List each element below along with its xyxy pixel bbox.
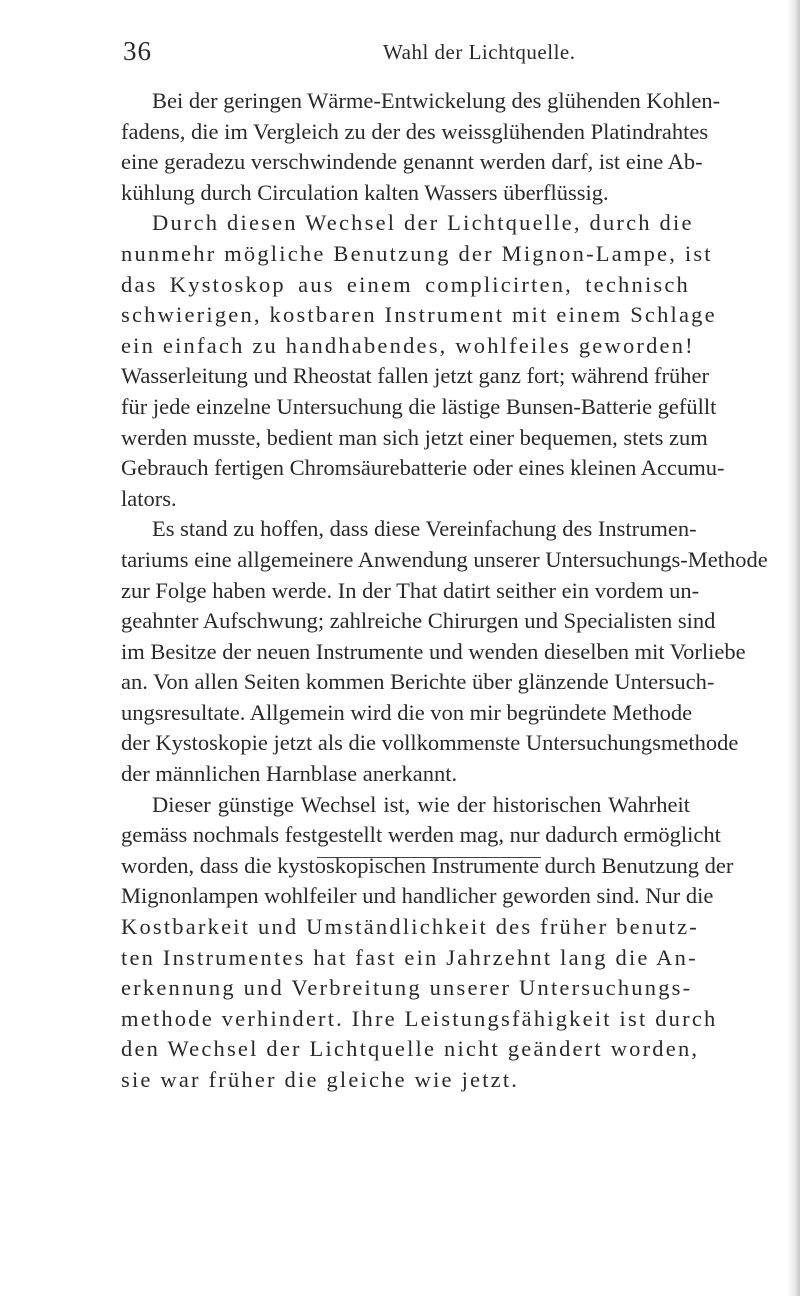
text-line: fadens, die im Vergleich zu der des weissglühenden Platindrahtes <box>121 118 709 144</box>
text-line: schwierigen, kostbaren Instrument mit einem Schlage <box>121 302 717 328</box>
text-line: gemäss nochmals festgestellt werden mag, nur dadurch ermöglicht <box>121 822 721 848</box>
text-line: der Kystoskopie jetzt als die vollkommenste Untersuchungsmethode <box>121 730 739 756</box>
text-line: Kostbarkeit und Umständlichkeit des früher benutz- <box>121 914 699 940</box>
page-number: 36 <box>123 36 152 66</box>
page-edge-shadow <box>786 0 800 1296</box>
text-line: an. Von allen Seiten kommen Berichte über glänzende Untersuch- <box>121 669 715 695</box>
text-line: nunmehr mögliche Benutzung der Mignon-Lampe, ist <box>121 240 713 266</box>
section-divider <box>317 857 541 858</box>
text-line: erkennung und Verbreitung unserer Untersuchungs- <box>121 975 693 1001</box>
text-line: eine geradezu verschwindende genannt werden darf, ist eine Ab- <box>121 149 703 175</box>
text-line: lators. <box>121 485 177 511</box>
text-line: kühlung durch Circulation kalten Wassers überflüssig. <box>121 179 609 205</box>
text-line: ungsresultate. Allgemein wird die von mir begründete Methode <box>121 699 693 725</box>
running-head: Wahl der Lichtquelle. <box>383 40 576 64</box>
text-line: ein einfach zu handhabendes, wohlfeiles geworden! <box>121 332 695 358</box>
text-line: Mignonlampen wohlfeiler und handlicher geworden sind. Nur die <box>121 883 714 909</box>
text-line: für jede einzelne Untersuchung die lästige Bunsen-Batterie gefüllt <box>121 393 717 419</box>
text-line: Gebrauch fertigen Chromsäurebatterie oder eines kleinen Accumu- <box>121 455 725 481</box>
text-line: methode verhindert. Ihre Leistungsfähigkeit ist durch <box>121 1005 718 1031</box>
text-line: Es stand zu hoffen, dass diese Vereinfachung des Instrumen- <box>152 516 697 542</box>
body-text <box>121 86 768 1096</box>
text-line: tariums eine allgemeinere Anwendung unserer Untersuchungs-Methode <box>121 546 768 572</box>
text-line: im Besitze der neuen Instrumente und wenden dieselben mit Vorliebe <box>121 638 746 664</box>
text-line: Dieser günstige Wechsel ist, wie der historischen Wahrheit <box>152 791 690 817</box>
text-line: der männlichen Harnblase anerkannt. <box>121 761 458 787</box>
text-line: Wasserleitung und Rheostat fallen jetzt ganz fort; während früher <box>121 363 709 389</box>
text-line: werden musste, bedient man sich jetzt einer bequemen, stets zum <box>121 424 708 450</box>
text-line: worden, dass die kystoskopischen Instrumente durch Benutzung der <box>121 852 734 878</box>
text-line: sie war früher die gleiche wie jetzt. <box>121 1067 520 1092</box>
text-line: Durch diesen Wechsel der Lichtquelle, durch die <box>152 210 694 236</box>
text-line: ten Instrumentes hat fast ein Jahrzehnt lang die An- <box>121 944 698 970</box>
text-line: zur Folge haben werde. In der That datirt seither ein vordem un- <box>121 577 700 603</box>
page-header <box>123 36 683 76</box>
text-line: den Wechsel der Lichtquelle nicht geändert worden, <box>121 1036 700 1062</box>
text-line: das Kystoskop aus einem complicirten, technisch <box>121 271 690 297</box>
text-line: Bei der geringen Wärme-Entwickelung des glühenden Kohlen- <box>152 88 721 113</box>
text-line: geahnter Aufschwung; zahlreiche Chirurgen und Specialisten sind <box>121 608 716 634</box>
